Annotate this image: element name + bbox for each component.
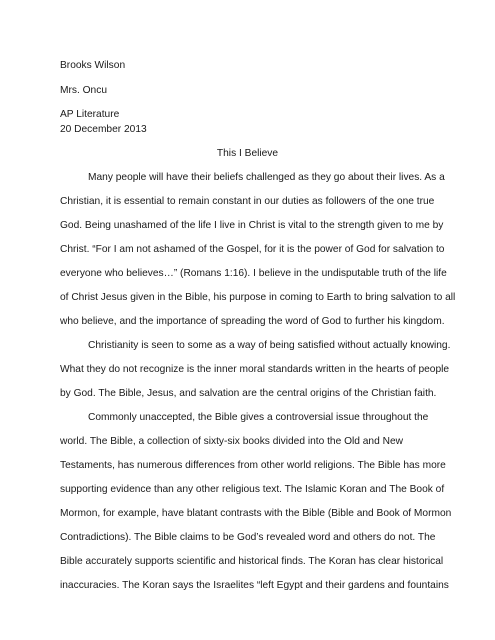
paragraph-line: God. Being unashamed of the life I live in Christ is vital to the strength given to me by <box>60 220 444 231</box>
essay-date: 20 December 2013 <box>60 124 147 135</box>
teacher-name: Mrs. Oncu <box>60 85 107 96</box>
paragraph-line: Commonly unaccepted, the Bible gives a controversial issue throughout the <box>88 412 429 423</box>
paragraph-line: supporting evidence than any other religious text. The Islamic Koran and The Book of <box>60 484 445 495</box>
paragraph-line: Christianity is seen to some as a way of being satisfied without actually knowing. <box>88 340 451 351</box>
paragraph-line: What they do not recognize is the inner moral standards written in the hearts of people <box>60 364 450 375</box>
paragraph-line: everyone who believes…” (Romans 1:16). I believe in the undisputable truth of the life <box>60 268 447 279</box>
paragraph-line: Contradictions). The Bible claims to be God’s revealed word and others do not. The <box>60 532 436 543</box>
course-name: AP Literature <box>60 109 120 120</box>
essay-title: This I Believe <box>216 148 279 159</box>
paragraph-line: world. The Bible, a collection of sixty-six books divided into the Old and New <box>60 436 403 447</box>
author-name: Brooks Wilson <box>60 60 126 71</box>
paragraph-line: Many people will have their beliefs challenged as they go about their lives. As a <box>88 172 445 183</box>
paragraph-line: who believe, and the importance of spreading the word of God to further his kingdom. <box>60 316 445 327</box>
paragraph-line: Mormon, for example, have blatant contrasts with the Bible (Bible and Book of Mormon <box>60 508 452 519</box>
paragraph-line: inaccuracies. The Koran says the Israelites “left Egypt and their gardens and fountains <box>60 580 449 591</box>
paragraph-line: Christian, it is essential to remain constant in our duties as followers of the one true <box>60 196 435 207</box>
paragraph-line: Bible accurately supports scientific and historical finds. The Koran has clear historical <box>60 556 444 567</box>
paragraph-line: Christ. “For I am not ashamed of the Gospel, for it is the power of God for salvation to <box>60 244 445 255</box>
paragraph-line: by God. The Bible, Jesus, and salvation are the central origins of the Christian faith. <box>60 388 437 399</box>
paragraph-line: Testaments, has numerous differences from other world religions. The Bible has more <box>60 460 446 471</box>
paragraph-line: of Christ Jesus given in the Bible, his purpose in coming to Earth to bring salvation to all <box>60 292 456 303</box>
